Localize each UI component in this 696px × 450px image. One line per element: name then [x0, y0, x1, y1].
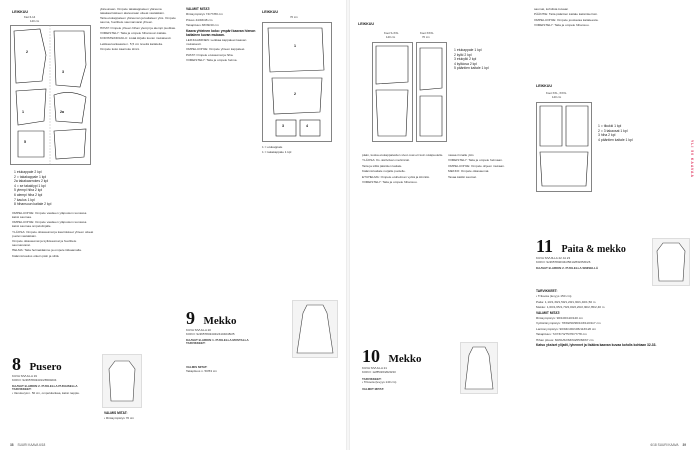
paita-number: 11: [536, 236, 554, 256]
pusero-number: 8: [12, 354, 21, 374]
col3-paragraph: PATAT: Ompele etusaumat ja hiha.: [186, 52, 234, 57]
paita-valmiit-head: VALMIIT MITAT:: [536, 310, 561, 315]
piece-b-4: 4: [306, 124, 308, 128]
col1-paragraph: OMPELUOHJE: Ompele vaatteen yläpuolen reunassa kaksi saumaa ompelulinjalle.: [12, 220, 87, 229]
col1-paragraph: Ompele olkasaumat ja kylkisaumat ja huolittele saumanvarat.: [12, 238, 77, 247]
paita-details: [536, 290, 686, 349]
leikkuu-b-notes: [262, 146, 338, 157]
piece-label-3: 3: [62, 70, 64, 74]
right-col3-paragraph: VIIMEISTELY: Taita ja ompele hihansuu.: [534, 23, 590, 28]
cut-list-top: [454, 48, 528, 71]
paita-valmiit-row: Rintaympärys: 90/100/110/120 cm: [536, 316, 583, 321]
col2-paragraph: KORISTEKIRJAILU: Lisää kirjailu kuvan mukaisesti.: [100, 36, 172, 41]
piece-label-5: 5: [24, 140, 26, 144]
width-top-2: 70 cm: [422, 35, 430, 39]
col2-paragraph: VIIMEISTELY: Taita ja ompele hihansuun kaitale.: [100, 31, 167, 36]
mekko9-sketch: [292, 300, 338, 358]
width-label-a: Kiet 6-14: [24, 15, 36, 19]
col3-kaava: Kaava yhteinen koko: ympäri kaavan hienon kaitaleen kuvan mukaan.: [186, 28, 256, 37]
pusero-heading: KAAVAT B-ARKIN 2. PUOLELLA PUNAISELLA: [12, 383, 78, 388]
cut-list-item: 1 = tikukki 1 kpl: [598, 124, 622, 128]
paita-code: KOKO: 9x3657840/34/25614/8/0/25/0/26: [536, 259, 591, 264]
cut-list-item: 2 = 3 takaosat 1 kpl: [598, 128, 628, 133]
right-col-3: [534, 8, 606, 30]
col3-paragraph: OMPELUOHJE: Ompele yhteen kappaleet.: [186, 47, 246, 52]
right-col2-paragraph: OMPELUOHJE: Ompele ohjeen mukaan.: [448, 163, 505, 168]
paita-valmiit-row: Takapituus: 72/73/74/75/76/77/78 cm: [536, 332, 587, 337]
leikkuu-b-note: 1 = takakappale 1 kpl: [262, 150, 292, 155]
cut-list-item: 4 = se takaklypi 1 kpl: [14, 183, 46, 188]
mekko9-name: Mekko: [203, 315, 237, 327]
right-col2-paragraph: MEKKO: Ompele olkasaumat.: [448, 169, 490, 174]
paita-row: Paita: 1,10/1,30/1,50/1,20/1,30/1,40/1,50 m: [536, 299, 596, 304]
mekko10-code: KOKO: 12/85/26/2020/43: [362, 369, 396, 374]
paita-valmiit-row: Lantionympärys: 90/94/100/106/113/120 cm: [536, 326, 597, 331]
mekko10-sketch: [460, 342, 498, 394]
paita-valmiit-row: Hihan pituus: 60/61/62/63/64/65/66/67 cm: [536, 337, 594, 342]
paita-title-block: [536, 236, 654, 270]
leikkuu-b-note: 1 = etukappale: [262, 145, 283, 149]
side-tab: YLI 50 KAAVAA: [690, 140, 694, 178]
instructions-col-2: [100, 8, 182, 54]
col3-paragraph: VIIMEISTELY: Taita ja ompele helma.: [186, 58, 238, 63]
paita-tarvikkeet: • Trikoota (levyys 150 cm): [536, 294, 572, 299]
col2-paragraph: Ompele koko kaarroke kiinni.: [100, 47, 140, 52]
mekko10-name: Mekko: [388, 353, 422, 365]
col3-row: Rintaympärys 74/77/80 cm: [186, 12, 223, 17]
mekko10-tarvikkeet: • Trikoota (levyys 140 cm): [362, 380, 397, 385]
mekko9-heading: KAAVAT B-ARKIN 1. PUOLELLA MUSTALLA: [186, 337, 249, 342]
cut-list-item: 3 etukylki 2 kpl: [454, 57, 477, 62]
right-col2-paragraph: VIIMEISTELY: Taita ja ompele helmaan.: [448, 158, 503, 163]
col3-row: Pituus 44/46/48 cm: [186, 17, 213, 22]
mekko10-valmis: VALMIIT MITAT:: [362, 387, 384, 392]
col2-paragraph: Taita etukappaleen yläreunan ja kaitaleen ylös. Ompele sauma, huolittele saumanvarat yhteen.: [100, 16, 176, 25]
instructions-col-3: [186, 8, 258, 64]
cutting-diagram-a: [10, 25, 92, 165]
mekko10-number: 10: [362, 346, 380, 366]
col1-paragraph: YLÄOSA: Ompele olkasaumat ja kaarrokkeet yhteen oikeat puolet vastakkain.: [12, 229, 94, 238]
cut-list-item: 2 = takakappale 1 kpl: [14, 174, 47, 179]
mekko10-subline: KUVA SIVULLA 21: [362, 366, 387, 370]
col1-paragraph: HELMA: Taita helmakäänne ja ompele tikkaamalla.: [12, 248, 82, 253]
footer-left: [10, 443, 45, 447]
mekko10-title-block: [362, 346, 454, 392]
cut-list-item: 6 alempi hiha 2 kpl: [14, 192, 43, 197]
caption-a: OMPELUOHJE: Ompele vaatteen yläpuolen reunassa kaksi saumaa.: [12, 211, 87, 219]
cut-list-right: [598, 124, 678, 142]
pusero-tarvikkeet-head: TARVIKKEET:: [12, 387, 32, 392]
cut-list-a: [14, 170, 94, 207]
paita-valmiit-row: Vyötärönympärys: 78/82/90/96/103/110/117 cm: [536, 321, 601, 326]
cut-list-item: 8 hihansuun kaitale 2 kpl: [14, 202, 52, 207]
right-col-1: [362, 154, 444, 186]
leikkuu-label-b: LEIKKUU: [262, 10, 278, 14]
col2-paragraph: Leikkaa kankaasta n. 5,5 cm leveitä kaitaleita.: [100, 41, 163, 46]
col2-paragraph: yläreunaan. Ompele takakappaleen yläreuna takakaarrokkeen alareunaan oikeat vastakkain.: [100, 7, 165, 15]
cut-list-item: 2 kylki 2 kpl: [454, 52, 472, 57]
right-col1-paragraph: VIIMEISTELY: Taita ja ompele hihansuu.: [362, 180, 418, 185]
cutting-diagram-b: [262, 22, 332, 142]
right-col1-paragraph: ETUHELMA: Ompele etuhelman vyötä ja kiinnitä.: [362, 174, 430, 179]
right-col2-paragraph: Tasaa kaikki saumat.: [448, 174, 477, 179]
col3-valmiit-head: VALMIIT MITAT:: [186, 7, 211, 11]
mekko9-valmis-value: Takapituus n. 50/53 cm: [186, 368, 217, 373]
cut-list-item: 5 ylempi hiha 2 kpl: [14, 188, 43, 193]
size-label-1: Koot S-XXL: [384, 31, 399, 35]
page-number-left: 38: [10, 443, 14, 447]
pusero-tarvikkeet: • Vanulevyä n. 50 cm, ompelulankaa, kaksi nappia.: [12, 391, 80, 396]
footer-right: [651, 443, 687, 447]
paita-tarvikkeet-head: TARVIKKEET:: [536, 289, 558, 293]
paita-subline: KUVA SIVUILLA 22 JA 23: [536, 256, 571, 260]
cut-list-item: 4 kylkiosa 2 kpl: [454, 61, 477, 66]
width-cm-b: 70 cm: [290, 15, 298, 19]
right-col2-paragraph: nasaa rinnalle ylös: [448, 153, 474, 157]
piece-label-2a: 2a: [60, 110, 64, 114]
col1-paragraph: Käännä kaulus oikein päin ja silitä.: [12, 253, 60, 258]
pusero-name: Pusero: [29, 361, 62, 373]
mekko9-title-block: [186, 308, 286, 374]
width-right: 140 cm: [552, 95, 562, 99]
right-col3-paragraph: PÄÄNTIE: Taita pääntien kaitale kaksinkerroin.: [534, 12, 598, 17]
instructions-col-1: [12, 212, 94, 260]
mekko9-valmis-head: VALMIS MITAT:: [186, 365, 208, 370]
right-col3-paragraph: OMPELUOHJE: Ompele joustavaa kaitaleesta.: [534, 17, 599, 22]
col3-row: Takapituus 38/39/40 cm: [186, 23, 219, 28]
right-page: [350, 0, 696, 450]
mekko9-subline: KUVA SIVULLA 20: [186, 328, 211, 332]
left-page: [0, 0, 346, 450]
right-col1-paragraph: Taita ja silitä pääntien kaitale.: [362, 163, 403, 168]
leikkuu-label-right: LEIKKUU: [536, 84, 552, 88]
cutting-diagram-top: [372, 42, 450, 142]
col2-paragraph: HIHAT: Ompele yhteen hihan ylempi ja alempi puolikas.: [100, 25, 176, 30]
pusero-subline: KUVA SIVULLA 19: [12, 374, 37, 378]
leikkuu-label-a: LEIKKUU: [12, 10, 28, 14]
pusero-valmis-value: • Rintaympärys 70 cm: [104, 416, 135, 421]
cut-list-item: 1 etukappale 1 kpl: [454, 48, 482, 52]
right-col1-paragraph: YLÄOSA: Ks. ääriviivan merkinnät.: [362, 158, 410, 163]
pusero-sketch: [102, 354, 142, 408]
mekko10-tarvikkeet-head: TARVIKKEET:: [362, 376, 382, 381]
footer-title-left: SUURI KAAVA 6/18: [17, 443, 46, 447]
mekko9-number: 9: [186, 308, 195, 328]
cut-list-item: 7 kaulus 1 kpl: [14, 197, 35, 202]
right-col-2: [448, 154, 530, 181]
cutting-diagram-right: [536, 102, 592, 192]
cut-list-item: 3 hiha 2 kpl: [598, 133, 616, 138]
mekko9-code: KOKO: 9x3657843434/24104048/25: [186, 331, 235, 336]
pusero-code: KOKO: 9x3657843431/26500234: [12, 377, 57, 382]
piece-label-1: 1: [22, 110, 24, 114]
leikkuu-label-top: LEIKKUU: [358, 22, 374, 26]
paita-sketch: [652, 238, 690, 286]
cut-list-item: 1 etukappale 2 kpl: [14, 170, 42, 174]
right-col3-paragraph: saumat, kohdista kuvaan: [534, 7, 569, 11]
piece-b-3: 3: [282, 124, 284, 128]
paita-extra: Katso yksiset ylijatit, lyhennet ja lisääva kaavan kuvaa kohdis kohtaan 32-33.: [536, 343, 657, 348]
right-col1-paragraph: pään, koska etukappaleiden sivut ovat eri kuin sisäpuolelle.: [362, 153, 444, 157]
piece-label-2: 2: [26, 50, 28, 54]
cut-list-item: 5 pääntien kaitale 1 kpl: [454, 66, 489, 71]
width-top-1: 140 cm: [386, 35, 396, 39]
cut-list-item: 4 pääntien kaitale 1 kpl: [598, 137, 633, 142]
page-number-right: 39: [682, 443, 686, 447]
size-label-right: Koot XXL, XXXL: [546, 91, 567, 95]
paita-heading: KAAVAT B-ARKIN 2. PUOLELLA SINISELLÄ: [536, 265, 599, 270]
piece-b-1: 1: [294, 44, 296, 48]
col3-paragraph: LEIKKAAMINEN: Leikkaa kappaleet kaavan mukaisesti.: [186, 37, 247, 46]
pusero-title-block: [12, 354, 100, 396]
pusero-valmis-head: VALMIS MITAT:: [104, 411, 128, 415]
mekko9-tarvikkeet-head: TARVIKKEET:: [186, 341, 206, 346]
size-label-2: Koot XXXL: [420, 31, 434, 35]
width-cm-a: 140 cm: [30, 19, 40, 23]
paita-name: Paita & mekko: [561, 244, 626, 255]
right-col1-paragraph: Käännä kaitale nurjalle puolelle.: [362, 169, 406, 174]
paita-row: Mekko: 1,60/1,65/1,70/2,00/2,20/2,30/2,35/2,40 m: [536, 305, 605, 310]
footer-title-right: 6/18 SUURI KAAVA: [650, 443, 679, 447]
cut-list-item: 2a takakaarrokes 2 kpl: [14, 179, 49, 184]
pusero-valmis: [104, 412, 194, 423]
piece-b-2: 2: [294, 92, 296, 96]
